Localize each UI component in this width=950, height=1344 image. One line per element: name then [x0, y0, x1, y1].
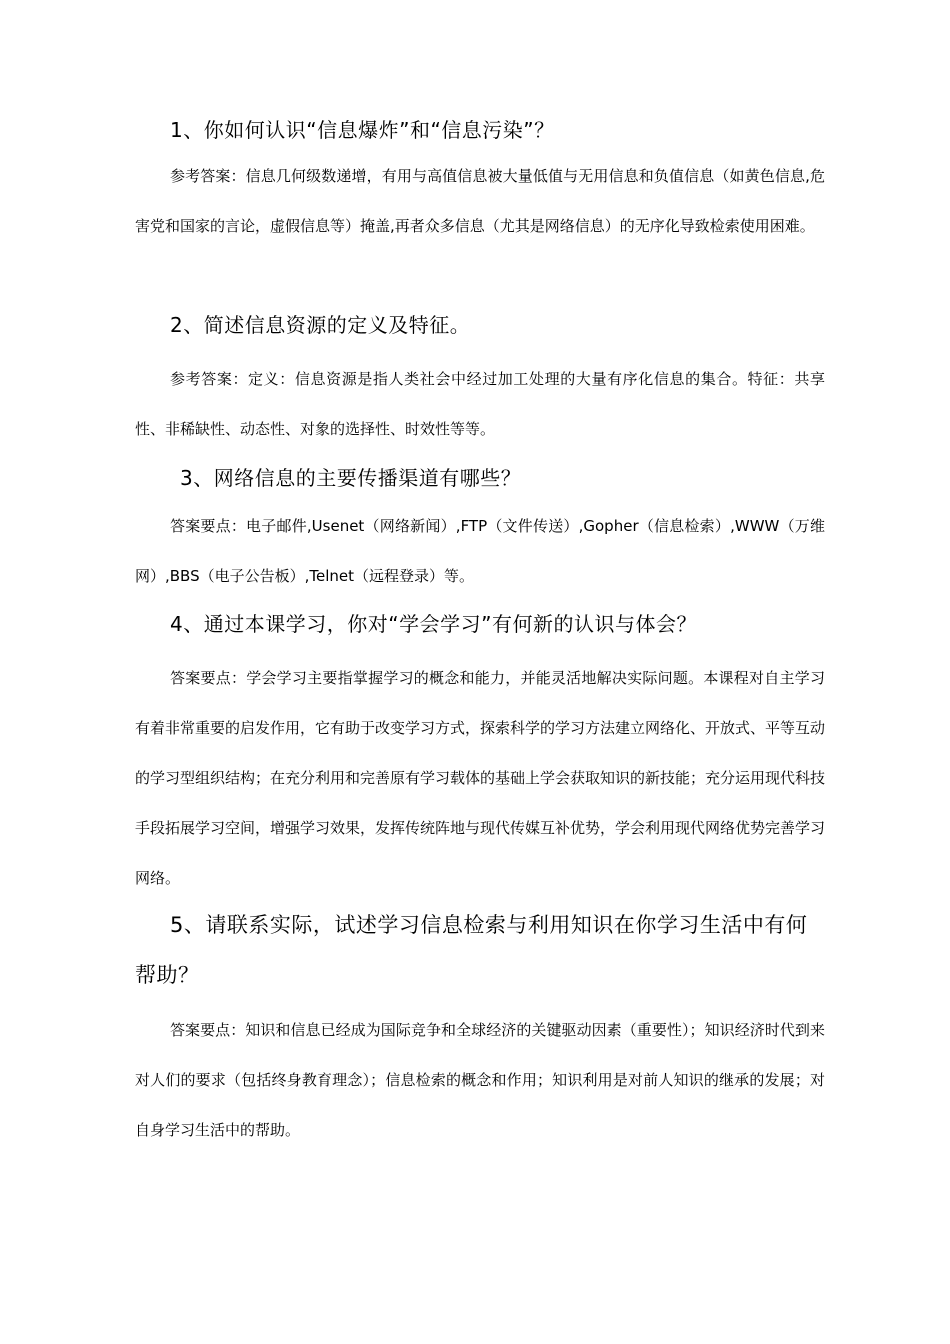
answer-2: 参考答案：定义：信息资源是指人类社会中经过加工处理的大量有序化信息的集合。特征：共享性、非稀缺性、动态性、对象的选择性、时效性等等。 [135, 370, 825, 438]
answer-5: 答案要点：知识和信息已经成为国际竞争和全球经济的关键驱动因素（重要性）；知识经济时代到来对人们的要求（包括终身教育理念）；信息检索的概念和作用；知识利用是对前人知识的继承的发展；对自身学习生活中的帮助。 [135, 1021, 825, 1139]
question-5: 5、请联系实际，试述学习信息检索与利用知识在你学习生活中有何帮助？ [135, 913, 808, 987]
question-3: 3、网络信息的主要传播渠道有哪些？ [180, 466, 522, 490]
answer-1: 参考答案：信息几何级数递增，有用与高值信息被大量低值与无用信息和负值信息（如黄色信息,危害党和国家的言论，虚假信息等）掩盖,再者众多信息（尤其是网络信息）的无序化导致检索使用困难。 [135, 167, 825, 235]
answer-4: 答案要点：学会学习主要指掌握学习的概念和能力，并能灵活地解决实际问题。本课程对自主学习有着非常重要的启发作用，它有助于改变学习方式，探索科学的学习方法建立网络化、开放式、平等互动的学习型组织结构；在充分利用和完善原有学习载体的基础上学会获取知识的新技能；充分运用现代科技手段拓展学习空间，增强学习效果，发挥传统阵地与现代传媒互补优势，学会利用现代网络优势完善学习网络。 [135, 669, 826, 887]
answer-3: 答案要点：电子邮件,Usenet（网络新闻）,FTP（文件传送）,Gopher（信息检索）,WWW（万维网）,BBS（电子公告板）,Telnet（远程登录）等。 [135, 517, 825, 585]
question-4: 4、通过本课学习，你对“学会学习”有何新的认识与体会？ [170, 612, 697, 636]
question-2: 2、简述信息资源的定义及特征。 [170, 313, 471, 337]
question-1: 1、你如何认识“信息爆炸”和“信息污染”？ [170, 118, 555, 142]
